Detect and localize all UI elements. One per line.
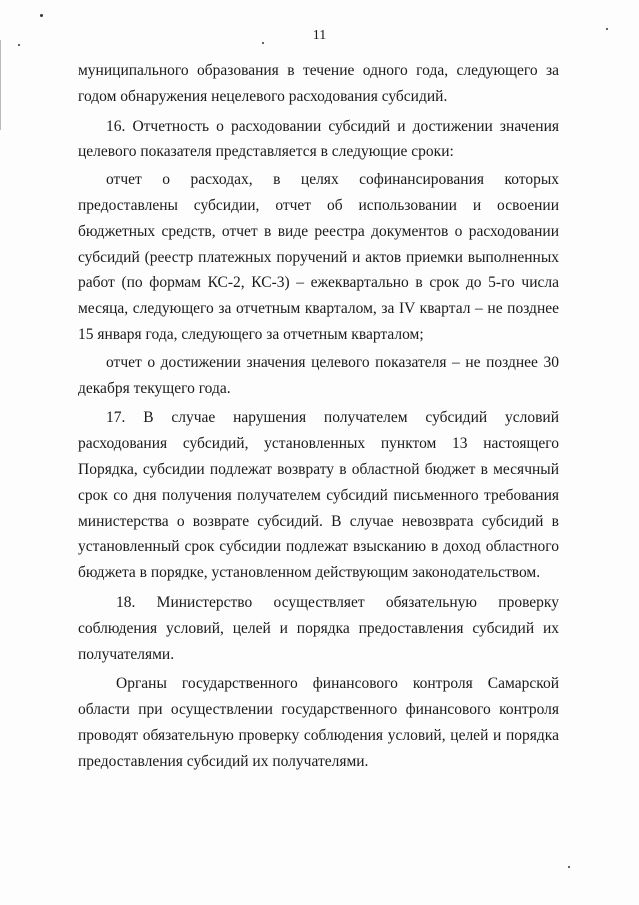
scan-speck [568,866,570,868]
paragraph-continuation: муниципального образования в течение одного года, следующего за годом обнаружения нецелевого расходования субсидий. [78,62,559,105]
scan-edge-mark [0,40,1,130]
paragraph-18: 18. Министерство осуществляет обязательную проверку соблюдения условий, целей и порядка предоставления субсидий их получателями. [78,593,559,663]
paragraph-17: 17. В случае нарушения получателем субсидий условий расходования субсидий, установленных пунктом 13 настоящего Порядка, субсидии подлежат возврату в областной бюджет в месячный срок со дня получения получателем субсидий письменного требования министерства о возврате субсидий. В случае невозврата субсидий в установленный срок субсидии подлежат взысканию в доход областного бюджета в порядке, установленном действующим законодательством. [78,409,559,582]
paragraph-16-expenses-report: отчет о расходах, в целях софинансирования которых предоставлены субсидии, отчет об использовании и освоении бюджетных средств, отчет в виде реестра документов о расходовании субсидий (реестр платежных поручений и актов приемки выполненных работ (по формам КС-2, КС-3) – ежеквартально в срок до 5-го числа месяца, следующего за отчетным кварталом, за IV квартал – не позднее 15 января года, следующего за отчетным кварталом; [78,171,559,343]
page-number: 11 [312,28,327,43]
scan-speck [18,44,20,46]
document-body [78,58,559,775]
paragraph-16-target-report: отчет о достижении значения целевого показателя – не позднее 30 декабря текущего года. [78,353,559,397]
paragraph-16: 16. Отчетность о расходовании субсидий и достижении значения целевого показателя представляется в следующие сроки: [78,117,559,161]
paragraph-18-financial-control: Органы государственного финансового контроля Самарской области при осуществлении государственного финансового контроля проводят обязательную проверку соблюдения условий, целей и порядка предоставления субсидий их получателями. [78,675,559,770]
scan-speck [40,14,43,17]
